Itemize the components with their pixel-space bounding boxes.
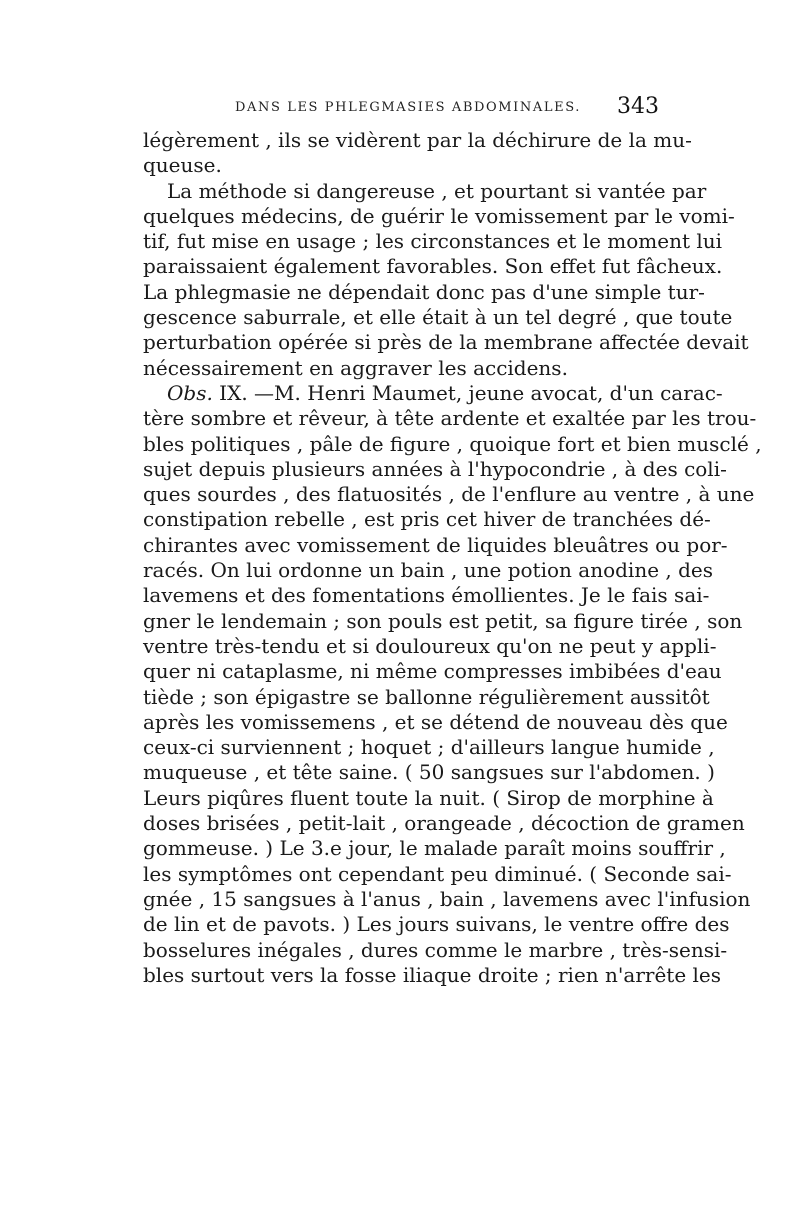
line-text: les symptômes ont cependant peu diminué. ( Seconde sai- <box>143 861 732 886</box>
line-text: doses brisées , petit-lait , orangeade , décoction de gramen <box>143 811 745 836</box>
text-line <box>143 886 751 912</box>
text-line <box>143 431 762 457</box>
running-head <box>143 96 663 120</box>
line-text: ceux-ci surviennent ; hoquet ; d'ailleurs langue humide , <box>143 735 715 760</box>
line-text: La méthode si dangereuse , et pourtant si vantée par <box>167 178 707 203</box>
text-line <box>143 482 755 507</box>
line-text: lavemens et des fomentations émollientes. Je le fais sai- <box>143 583 710 608</box>
line-text: légèrement , ils se vidèrent par la déchirure de la mu- <box>143 128 692 152</box>
line-text: queuse. <box>143 153 222 178</box>
line-text: muqueuse , et tête saine. ( 50 sangsues sur l'abdomen. ) <box>143 760 715 785</box>
line-text: Leurs piqûres fluent toute la nuit. ( Sirop de morphine à <box>143 785 714 810</box>
line-text: tiède ; son épigastre se ballonne régulièrement aussitôt <box>143 684 710 709</box>
text-line <box>143 356 661 381</box>
body-text <box>143 128 762 988</box>
line-text: bosselures inégales , dures comme le marbre , très-sensi- <box>143 937 728 962</box>
line-text: tif, fut mise en usage ; les circonstances et le moment lui <box>143 229 723 254</box>
text-line <box>143 178 707 204</box>
text-line <box>143 659 722 684</box>
text-line <box>143 456 727 482</box>
text-line <box>143 330 749 355</box>
observation-label: Obs. <box>167 380 213 405</box>
line-text: racés. On lui ordonne un bain , une potion anodine , des <box>143 558 714 583</box>
line-text: paraissaient également favorables. Son effet fut fâcheux. <box>143 254 723 279</box>
line-text: après les vomissemens , et se détend de nouveau dès que <box>143 709 728 734</box>
line-text: de lin et de pavots. ) Les jours suivans, le ventre offre des <box>143 912 730 937</box>
text-line <box>143 811 745 836</box>
line-text: gner le lendemain ; son pouls est petit, sa figure tirée , son <box>143 608 743 633</box>
running-title: DANS LES PHLEGMASIES ABDOMINALES. <box>235 100 581 115</box>
line-text: ques sourdes , des flatuosités , de l'enflure au ventre , à une <box>143 482 755 507</box>
text-line <box>143 962 722 988</box>
line-text: gnée , 15 sangsues à l'anus , bain , lavemens avec l'infusion <box>143 886 751 911</box>
text-line <box>143 305 733 330</box>
text-line <box>143 558 714 583</box>
line-text: nécessairement en aggraver les accidens. <box>143 355 568 380</box>
line-text: gescence saburrale, et elle était à un tel degré , que toute <box>143 305 733 330</box>
text-line <box>143 380 723 406</box>
text-line <box>143 532 728 558</box>
text-line <box>143 912 730 937</box>
line-text: tère sombre et rêveur, à tête ardente et exaltée par les trou- <box>143 406 757 431</box>
text-line <box>143 279 705 305</box>
text-line <box>143 735 715 760</box>
line-text: bles surtout vers la fosse iliaque droite ; rien n'arrête les <box>143 962 722 987</box>
page-number: 343 <box>617 94 659 119</box>
line-text: ventre très-tendu et si douloureux qu'on ne peut y appli- <box>143 633 717 658</box>
line-text: quelques médecins, de guérir le vomissement par le vomi- <box>143 203 735 228</box>
line-text: La phlegmasie ne dépendait donc pas d'une simple tur- <box>143 279 705 304</box>
text-line <box>143 836 726 861</box>
line-text: sujet depuis plusieurs années à l'hypocondrie , à des coli- <box>143 456 727 481</box>
line-text: chirantes avec vomissement de liquides bleuâtres ou por- <box>143 532 728 557</box>
text-line <box>143 861 732 887</box>
text-line <box>143 583 710 608</box>
line-text: perturbation opérée si près de la membrane affectée devait <box>143 330 749 355</box>
text-line <box>143 709 728 735</box>
text-line <box>143 128 692 153</box>
text-line <box>143 937 728 963</box>
text-line <box>143 406 757 431</box>
line-text: bles politiques , pâle de figure , quoique fort et bien musclé , <box>143 431 762 456</box>
text-line <box>143 229 723 254</box>
text-line <box>143 608 743 634</box>
text-line <box>143 633 717 659</box>
line-text: gommeuse. ) Le 3.e jour, le malade paraît moins souffrir , <box>143 836 726 861</box>
text-line <box>143 153 661 178</box>
text-line <box>143 507 711 532</box>
text-line <box>143 203 735 229</box>
text-line <box>143 254 723 279</box>
text-line <box>143 760 715 785</box>
line-text: quer ni cataplasme, ni même compresses imbibées d'eau <box>143 659 722 684</box>
text-line <box>143 684 710 710</box>
line-text: IX. —M. Henri Maumet, jeune avocat, d'un carac- <box>212 380 723 405</box>
line-text: constipation rebelle , est pris cet hiver de tranchées dé- <box>143 507 711 532</box>
text-line <box>143 785 714 811</box>
